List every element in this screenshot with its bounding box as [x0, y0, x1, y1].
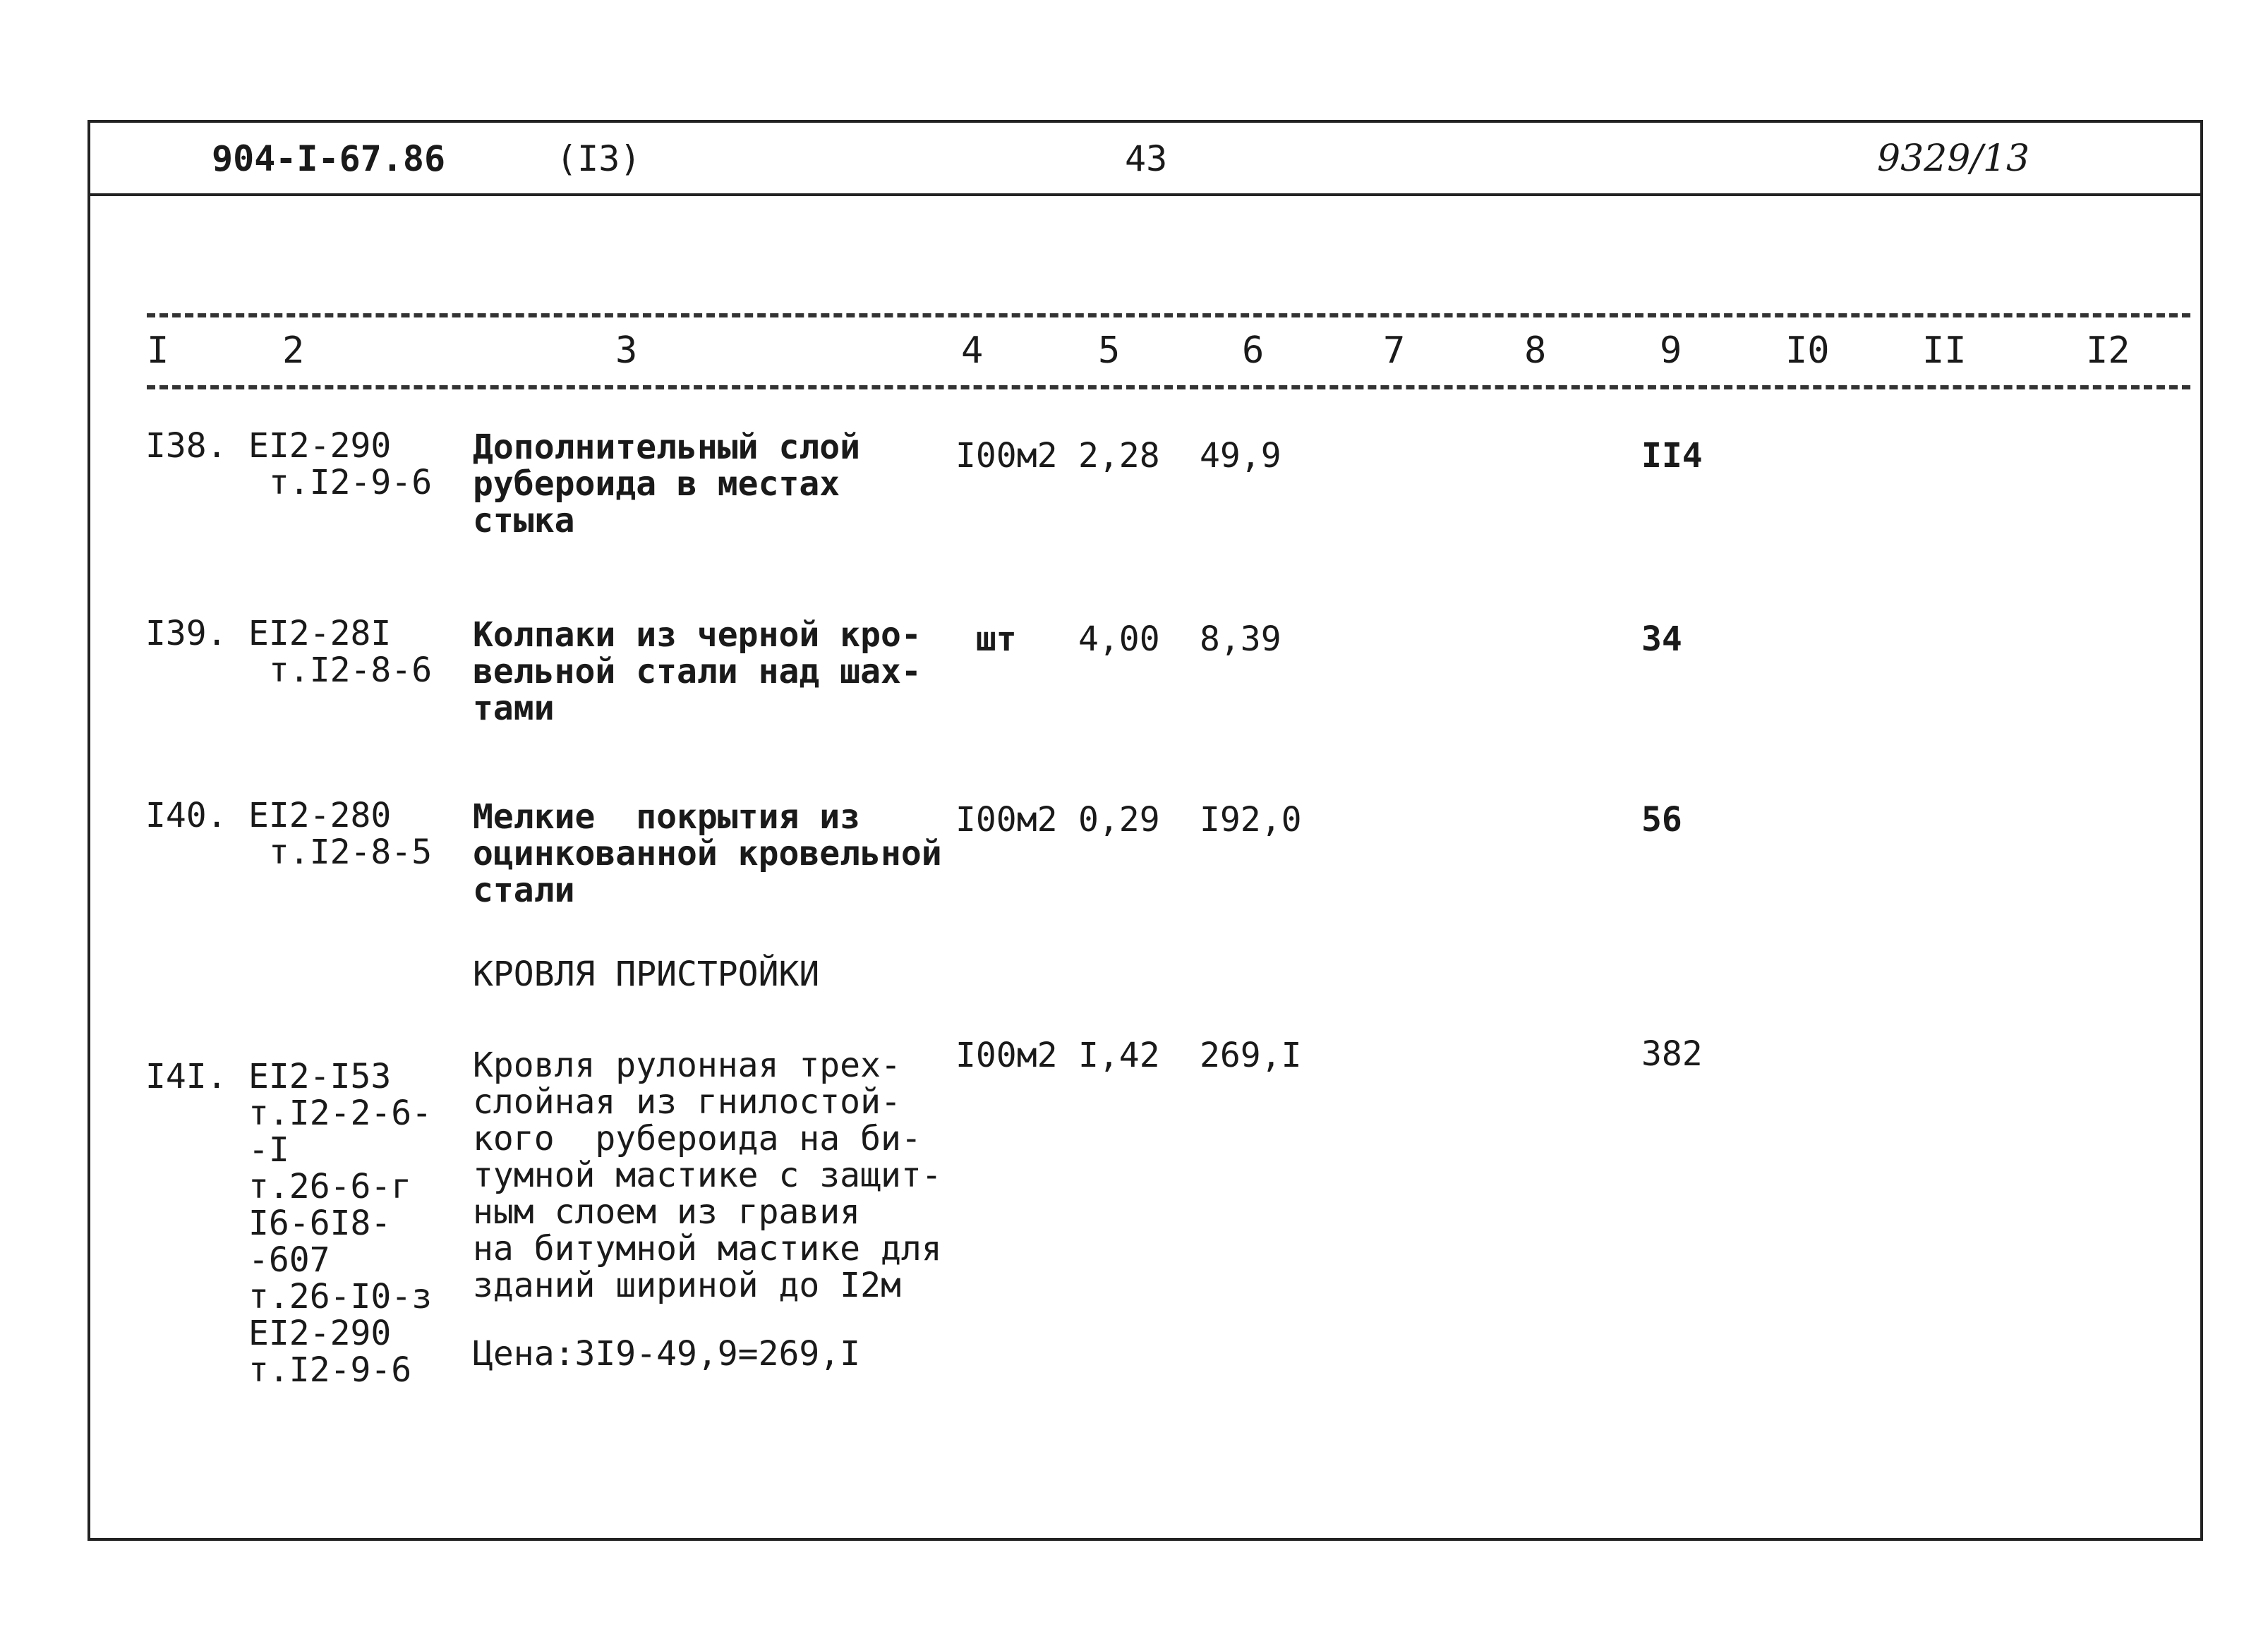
row-140-total: 56: [1641, 800, 1682, 840]
row-138-description: Дополнительный слой рубероида в местах стыка: [473, 428, 861, 540]
row-139-unit: шт: [955, 619, 1017, 659]
column-number-1: I: [147, 329, 169, 372]
row-141-total: 382: [1641, 1034, 1703, 1074]
row-139-total: 34: [1641, 619, 1682, 659]
row-140-price: I92,0: [1200, 800, 1302, 840]
column-number-11: II: [1922, 329, 1967, 372]
column-number-5: 5: [1098, 329, 1121, 372]
row-140-number: I40.: [145, 796, 227, 835]
row-141-price: 269,I: [1200, 1036, 1302, 1075]
row-140-code: EI2-280 т.I2-8-5: [248, 796, 433, 872]
column-number-6: 6: [1242, 329, 1265, 372]
handwritten-reference: 9329/13: [1877, 138, 2030, 180]
row-141-unit: I00м2: [955, 1036, 1058, 1075]
column-number-7: 7: [1383, 329, 1406, 372]
row-140-unit: I00м2: [955, 800, 1058, 840]
column-number-3: 3: [615, 329, 638, 372]
row-141-number: I4I.: [145, 1057, 227, 1096]
column-number-4: 4: [961, 329, 984, 372]
row-138-unit: I00м2: [955, 436, 1058, 476]
document-code: 904-I-67.86: [212, 138, 446, 179]
column-number-12: I2: [2086, 329, 2130, 372]
row-138-number: I38.: [145, 426, 227, 466]
price-note: Цена:3I9-49,9=269,I: [473, 1334, 861, 1374]
column-number-10: I0: [1785, 329, 1830, 372]
column-number-9: 9: [1660, 329, 1682, 372]
row-141-description: Кровля рулонная трех- слойная из гнилостой- кого рубероида на би- тумной мастике с защит- ным слоем из гравия на битумной мастике для зданий шириной до I2м: [473, 1046, 942, 1305]
column-number-8: 8: [1524, 329, 1547, 372]
row-138-quantity: 2,28: [1078, 436, 1160, 476]
row-138-code: EI2-290 т.I2-9-6: [248, 426, 433, 502]
column-number-2: 2: [282, 329, 305, 372]
row-141-quantity: I,42: [1078, 1036, 1160, 1075]
section-title: КРОВЛЯ ПРИСТРОЙКИ: [473, 955, 820, 994]
row-139-description: Колпаки из черной кро- вельной стали над шах- тами: [473, 615, 922, 728]
row-139-code: EI2-28I т.I2-8-6: [248, 614, 433, 690]
row-139-quantity: 4,00: [1078, 619, 1160, 659]
row-141-code: EI2-I53 т.I2-2-6- -I т.26-6-г I6-6I8- -607 т.26-I0-з EI2-290 т.I2-9-6: [248, 1057, 433, 1390]
row-138-price: 49,9: [1200, 436, 1281, 476]
row-140-description: Мелкие покрытия из оцинкованной кровельной стали: [473, 797, 942, 910]
row-138-total: II4: [1641, 436, 1703, 476]
row-139-number: I39.: [145, 614, 227, 653]
sheet-number: (I3): [556, 138, 641, 179]
header-divider: [88, 193, 2203, 196]
column-header-top-rule: [147, 313, 2190, 317]
row-140-quantity: 0,29: [1078, 800, 1160, 840]
column-header-bottom-rule: [147, 385, 2190, 389]
row-139-price: 8,39: [1200, 619, 1281, 659]
page-number: 43: [1125, 138, 1168, 179]
